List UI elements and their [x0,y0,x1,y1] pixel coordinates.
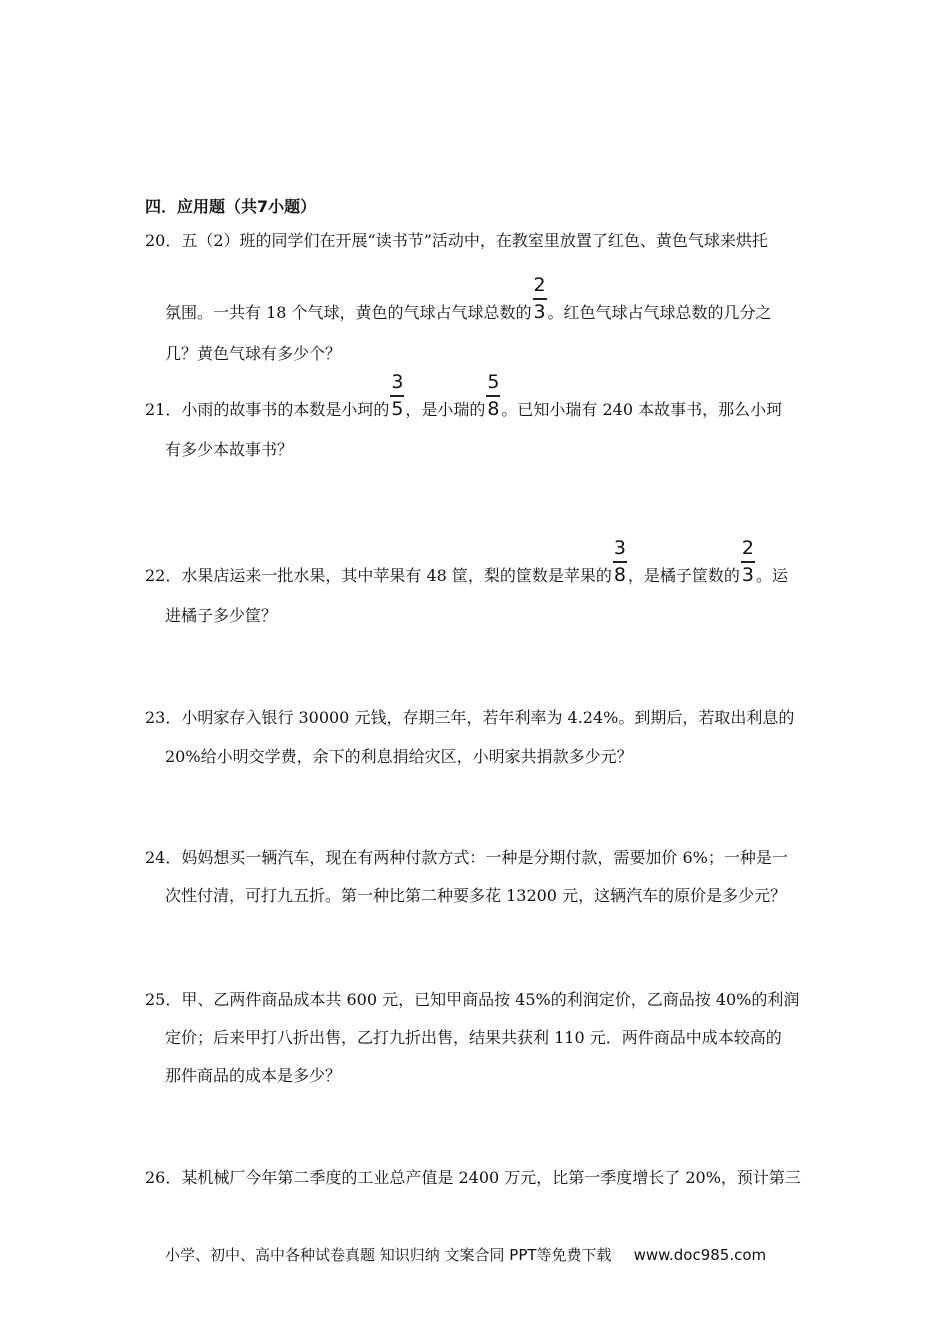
fraction-numerator: 5 [487,371,500,393]
problem-20-line-3 [165,344,341,364]
problem-text: 。已知小瑞有 240 本故事书，那么小珂 [501,400,783,419]
footer-text: 小学、初中、高中各种试卷真题 知识归纳 文案合同 PPT等免费下载 [165,1246,612,1264]
problem-text: ，是小瑞的 [405,400,486,419]
section-title: 四．应用题（共7小题） [145,197,317,216]
problem-text: 小雨的故事书的本数是小珂的 [181,400,390,419]
problem-25-line-2 [165,1028,782,1048]
fraction-denominator: 5 [391,398,404,420]
fraction-numerator: 3 [391,371,404,393]
problem-25-line-3 [165,1066,341,1086]
problem-text: 氛围。一共有 18 个气球，黄色的气球占气球总数的 [165,303,532,322]
fraction-bar [486,395,500,397]
problem-text: 。运 [755,566,788,585]
problem-text: 次性付清，可打九五折。第一种比第二种要多花 13200 元，这辆汽车的原价是多少元？ [165,886,787,905]
problem-text: 甲、乙两件商品成本共 600 元，已知甲商品按 45%的利润定价，乙商品按 40%的利润 [181,990,800,1009]
problem-text: ，是橘子筐数的 [627,566,740,585]
fraction-numerator: 2 [741,537,754,559]
problem-number: 22． [145,566,182,585]
problem-21-line-2 [165,440,293,460]
fraction-numerator: 3 [613,537,626,559]
fraction-bar [613,561,627,563]
fraction-denominator: 3 [533,301,546,323]
problem-22-line-1 [145,537,788,586]
problem-text: 那件商品的成本是多少？ [165,1066,342,1085]
problem-text: 五（2）班的同学们在开展“读书节”活动中，在教室里放置了红色、黄色气球来烘托 [181,231,768,250]
problem-20-line-2 [165,274,772,323]
fraction [389,371,405,420]
problem-text: 小明家存入银行 30000 元钱，存期三年，若年利率为 4.24%。到期后，若取出利息的 [181,708,795,727]
fraction-bar [533,298,547,300]
problem-text: 20%给小明交学费，余下的利息捐给灾区，小明家共捐款多少元？ [165,747,633,766]
fraction-bar [741,561,755,563]
problem-number: 25． [145,990,182,1009]
problem-22-line-2 [165,606,277,626]
problem-24-line-1 [145,848,788,868]
problem-24-line-2 [165,886,786,906]
problem-23-line-1 [145,708,794,728]
problem-number: 23． [145,708,182,727]
fraction [740,537,756,586]
problem-23-line-2 [165,747,633,767]
fraction [612,537,628,586]
fraction-denominator: 3 [741,564,754,586]
problem-text: 。红色气球占气球总数的几分之 [547,303,772,322]
footer-url[interactable]: www.doc985.com [633,1246,767,1264]
problem-number: 24． [145,848,182,867]
problem-text: 妈妈想买一辆汽车，现在有两种付款方式：一种是分期付款，需要加价 6%；一种是一 [181,848,788,867]
problem-21-line-1 [145,371,783,420]
fraction-bar [390,395,404,397]
fraction-numerator: 2 [533,274,546,296]
page-footer [165,1244,766,1265]
problem-text: 定价；后来甲打八折出售，乙打九折出售，结果共获利 110 元．两件商品中成本较高的 [165,1028,782,1047]
problem-number: 20． [145,231,182,250]
problem-text: 几？黄色气球有多少个？ [165,344,342,363]
fraction [532,274,548,323]
problem-number: 26． [145,1168,182,1187]
problem-number: 21． [145,400,182,419]
problem-26-line-1 [145,1168,801,1188]
problem-text: 进橘子多少筐？ [165,606,278,625]
fraction [485,371,501,420]
fraction-denominator: 8 [487,398,500,420]
problem-text: 水果店运来一批水果，其中苹果有 48 筐，梨的筐数是苹果的 [181,566,612,585]
fraction-denominator: 8 [613,564,626,586]
problem-25-line-1 [145,990,799,1010]
problem-text: 某机械厂今年第二季度的工业总产值是 2400 万元，比第一季度增长了 20%，预计第三 [181,1168,801,1187]
problem-20-line-1 [145,231,768,251]
problem-text: 有多少本故事书？ [165,440,294,459]
